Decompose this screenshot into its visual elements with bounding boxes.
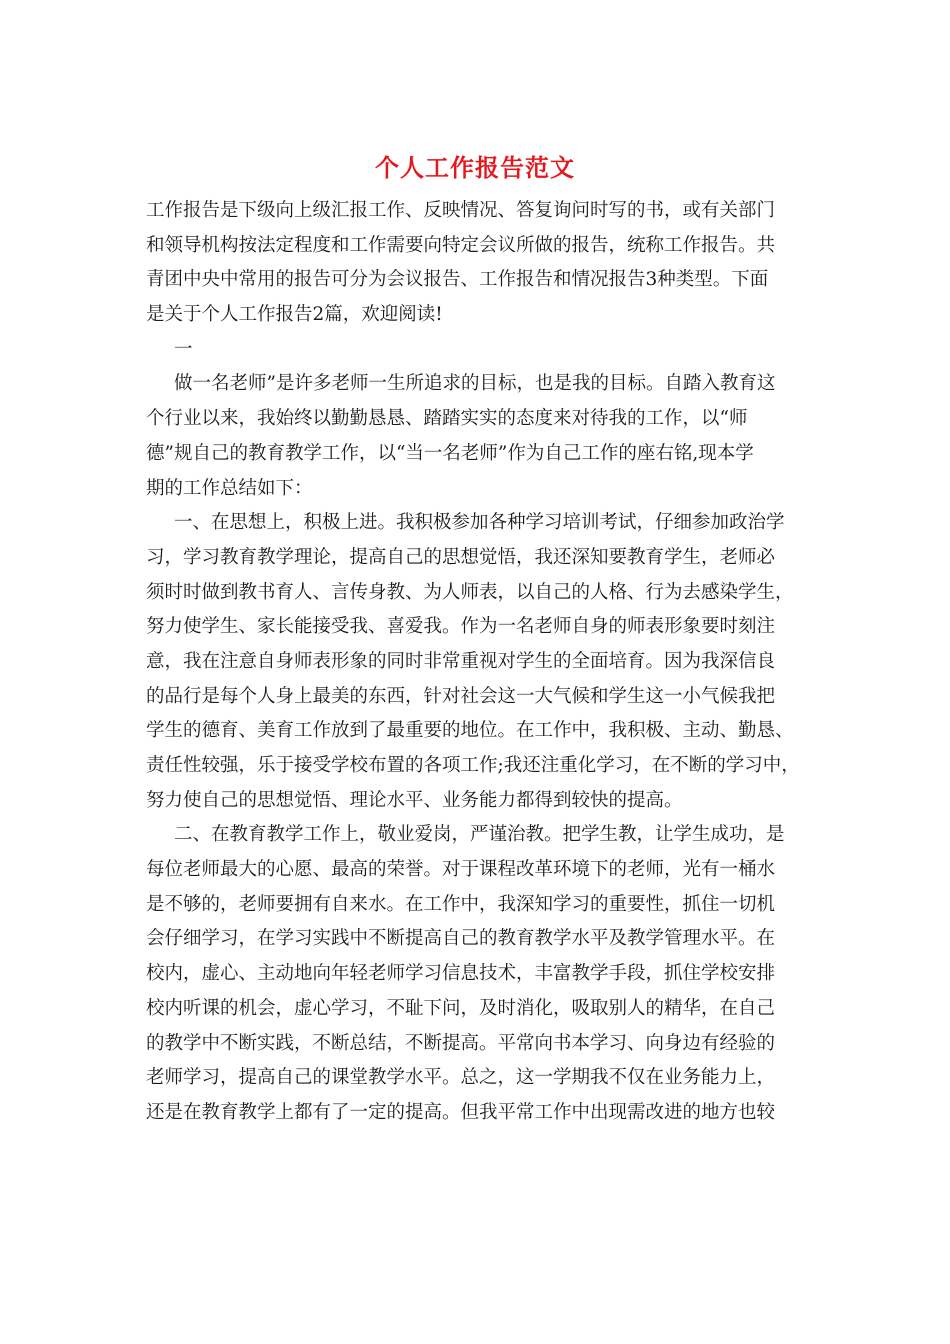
paragraph-line: 还是在教育教学上都有了一定的提高。但我平常工作中出现需改进的地方也较: [146, 1101, 776, 1123]
paragraph-line: 意，我在注意自身师表形象的同时非常重视对学生的全面培育。因为我深信良: [146, 650, 776, 672]
paragraph-line: 二、在教育教学工作上，敬业爱岗，严谨治教。把学生教，让学生成功，是: [174, 824, 785, 846]
paragraph-line: 德”规自己的教育教学工作，以“当一名老师”作为自己工作的座右铭,现本学: [146, 442, 754, 464]
paragraph-line: 每位老师最大的心愿、最高的荣誉。对于课程改革环境下的老师，光有一桶水: [146, 859, 776, 881]
paragraph-line: 校内听课的机会，虚心学习，不耻下问，及时消化，吸取别人的精华，在自己: [146, 997, 776, 1019]
paragraph-line: 期的工作总结如下：: [146, 477, 313, 499]
paragraph-line: 校内，虚心、主动地向年轻老师学习信息技术，丰富教学手段，抓住学校安排: [146, 963, 776, 985]
paragraph-line: 做一名老师”是许多老师一生所追求的目标，也是我的目标。自踏入教育这: [174, 373, 776, 395]
paragraph-line: 工作报告是下级向上级汇报工作、反映情况、答复询问时写的书，或有关部门: [146, 200, 776, 221]
paragraph-line: 习，学习教育教学理论，提高自己的思想觉悟，我还深知要教育学生，老师必: [146, 546, 776, 568]
paragraph-line: 的品行是每个人身上最美的东西，针对社会这一大气候和学生这一小气候我把: [146, 685, 776, 707]
paragraph-line: 须时时做到教书育人、言传身教、为人师表，以自己的人格、行为去感染学生，: [146, 581, 794, 603]
document-title: 个人工作报告范文: [375, 153, 575, 182]
paragraph-line: 的教学中不断实践，不断总结，不断提高。平常向书本学习、向身边有经验的: [146, 1032, 776, 1054]
paragraph-line: 是不够的，老师要拥有自来水。在工作中，我深知学习的重要性，抓住一切机: [146, 893, 776, 915]
paragraph-line: 努力使学生、家长能接受我、喜爱我。作为一名老师自身的师表形象要时刻注: [146, 616, 776, 638]
paragraph-line: 个行业以来，我始终以勤勤恳恳、踏踏实实的态度来对待我的工作，以“师: [146, 408, 748, 430]
paragraph-line: 一、在思想上，积极上进。我积极参加各种学习培训考试，仔细参加政治学: [174, 512, 785, 534]
paragraph-line: 责任性较强，乐于接受学校布置的各项工作;我还注重化学习，在不断的学习中，: [146, 755, 800, 776]
paragraph-line: 老师学习，提高自己的课堂教学水平。总之，这一学期我不仅在业务能力上，: [146, 1067, 776, 1089]
paragraph-line: 努力使自己的思想觉悟、理论水平、业务能力都得到较快的提高。: [146, 789, 683, 811]
paragraph-line: 学生的德育、美育工作放到了最重要的地位。在工作中，我积极、主动、勤恳、: [146, 720, 794, 742]
document-body: [146, 194, 816, 1131]
paragraph-line: 一: [174, 338, 193, 360]
paragraph-line: 和领导机构按法定程度和工作需要向特定会议所做的报告，统称工作报告。共: [146, 234, 776, 256]
paragraph-line: 会仔细学习，在学习实践中不断提高自己的教育教学水平及教学管理水平。在: [146, 928, 776, 950]
paragraph-line: 青团中央中常用的报告可分为会议报告、工作报告和情况报告3种类型。下面: [146, 269, 769, 291]
paragraph-line: 是关于个人工作报告2篇，欢迎阅读!: [146, 304, 443, 326]
